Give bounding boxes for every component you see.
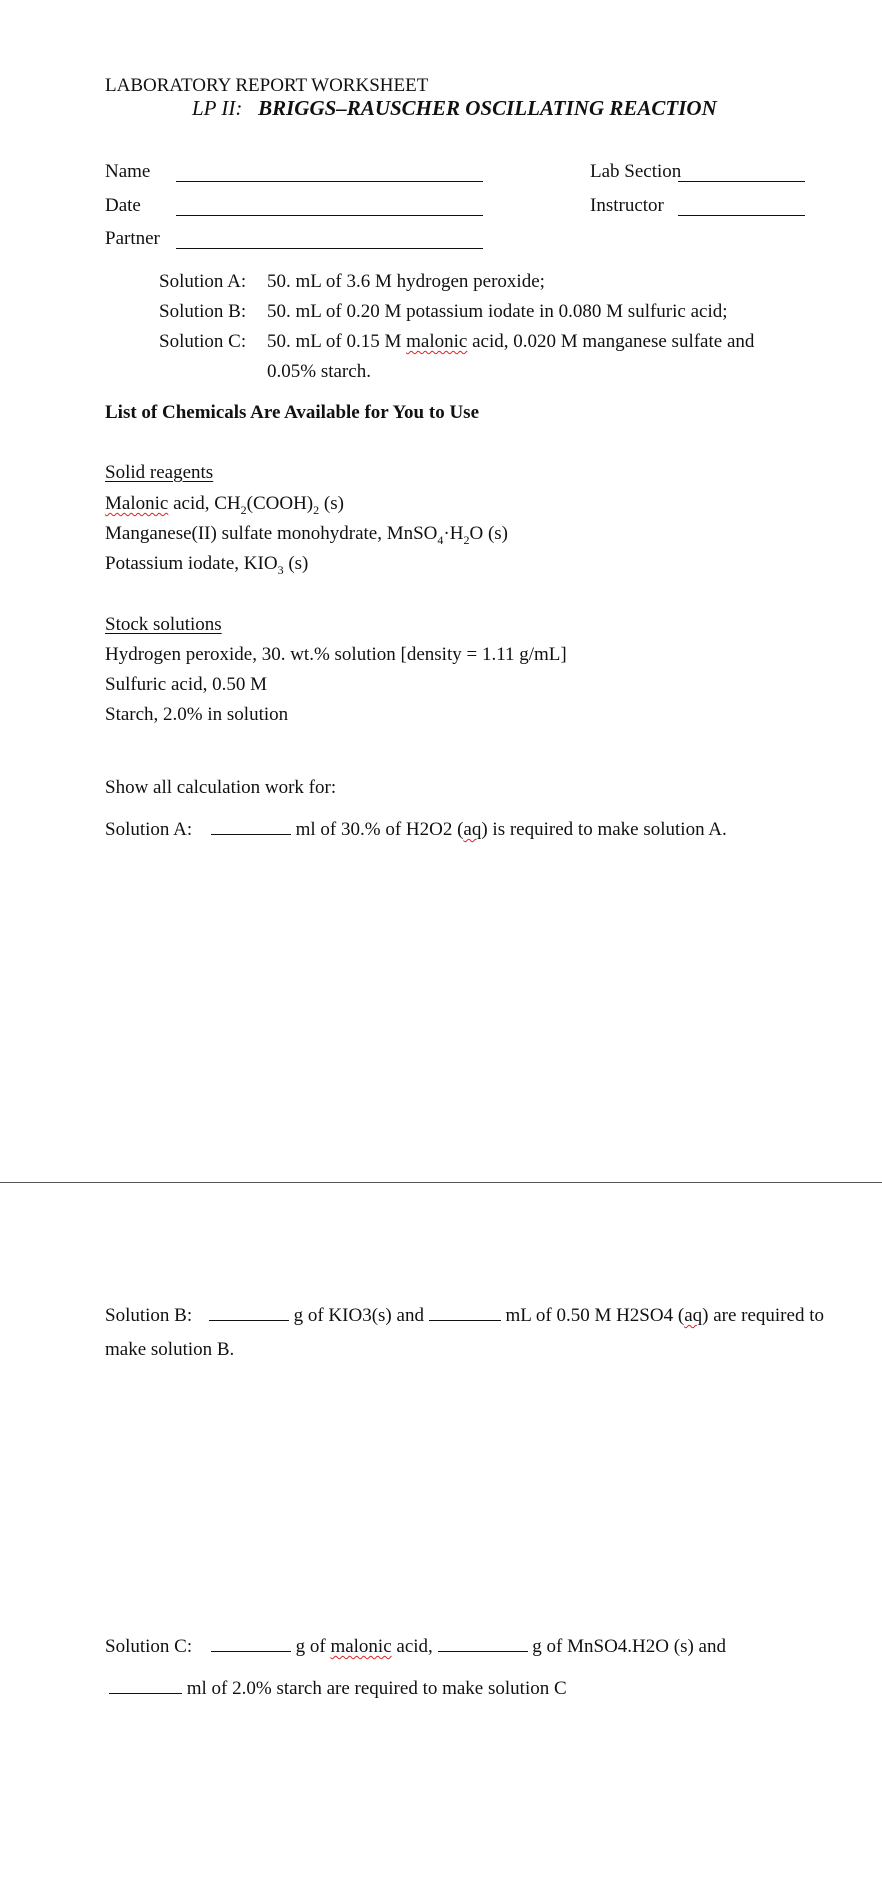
lab-section-label: Lab Section bbox=[590, 161, 682, 182]
solution-c-intro bbox=[159, 331, 754, 353]
calc-c-part2: acid, bbox=[391, 1636, 438, 1657]
calc-a-post: ) is required to make solution A. bbox=[481, 819, 727, 840]
reaction-name: BRIGGS–RAUSCHER OSCILLATING REACTION bbox=[258, 96, 717, 120]
mn-sub1: 4 bbox=[437, 532, 444, 547]
malonic-word: Malonic bbox=[105, 493, 169, 514]
calc-b-part1: g of KIO3(s) and bbox=[288, 1305, 429, 1326]
page-break-divider bbox=[0, 1182, 882, 1183]
malonic-sub1: 2 bbox=[240, 502, 247, 517]
calc-b-aq: aq bbox=[684, 1305, 703, 1326]
solution-a-text: 50. mL of 3.6 M hydrogen peroxide; bbox=[267, 271, 545, 292]
solid-malonic-acid bbox=[105, 493, 344, 518]
stock-hydrogen-peroxide: Hydrogen peroxide, 30. wt.% solution [density = 1.11 g/mL] bbox=[105, 644, 567, 665]
mn-mid: ·H bbox=[443, 523, 464, 544]
stock-sulfuric-acid: Sulfuric acid, 0.50 M bbox=[105, 674, 268, 695]
solution-c-text-line2: 0.05% starch. bbox=[267, 361, 371, 382]
name-label: Name bbox=[105, 161, 151, 182]
calc-c-part3: g of MnSO4.H2O (s) and bbox=[527, 1636, 726, 1657]
calc-b-part2: mL of 0.50 M H2SO4 ( bbox=[500, 1305, 685, 1326]
calc-c-blank-1[interactable] bbox=[211, 1650, 291, 1652]
kio3-end: (s) bbox=[283, 553, 309, 574]
mn-sub2: 2 bbox=[463, 532, 470, 547]
calc-c-blank-2[interactable] bbox=[438, 1650, 528, 1652]
partner-line[interactable] bbox=[176, 248, 483, 249]
malonic-rest: acid, CH bbox=[168, 493, 241, 514]
calc-solution-b bbox=[105, 1305, 824, 1327]
calc-solution-a bbox=[105, 819, 727, 841]
calc-c-line2 bbox=[109, 1678, 567, 1700]
solid-reagents-heading: Solid reagents bbox=[105, 462, 214, 483]
solution-c-text-pre: 50. mL of 0.15 M bbox=[267, 331, 407, 352]
solution-b-intro bbox=[159, 301, 728, 323]
solution-c-text-post: acid, 0.020 M manganese sulfate and bbox=[467, 331, 755, 352]
stock-starch: Starch, 2.0% in solution bbox=[105, 704, 289, 725]
date-label: Date bbox=[105, 195, 141, 216]
solution-c-label: Solution C: bbox=[159, 331, 247, 352]
calc-b-blank-2[interactable] bbox=[429, 1319, 501, 1321]
lab-section-line[interactable] bbox=[678, 181, 805, 182]
solution-b-label: Solution B: bbox=[159, 301, 247, 322]
calc-a-pre: ml of 30.% of H2O2 ( bbox=[290, 819, 464, 840]
calc-b-label: Solution B: bbox=[105, 1305, 193, 1326]
calc-c-line2-text: ml of 2.0% starch are required to make solution C bbox=[182, 1678, 567, 1699]
calc-b-line2: make solution B. bbox=[105, 1339, 235, 1360]
reaction-title bbox=[192, 96, 717, 121]
kio3-text: Potassium iodate, KIO bbox=[105, 553, 278, 574]
calc-intro: Show all calculation work for: bbox=[105, 777, 337, 798]
mn-text: Manganese(II) sulfate monohydrate, MnSO bbox=[105, 523, 438, 544]
chemicals-heading: List of Chemicals Are Available for You to Use bbox=[105, 402, 479, 423]
solution-a-label: Solution A: bbox=[159, 271, 247, 292]
instructor-line[interactable] bbox=[678, 215, 805, 216]
worksheet-title: LABORATORY REPORT WORKSHEET bbox=[105, 75, 429, 96]
calc-c-malonic: malonic bbox=[330, 1636, 392, 1657]
stock-solutions-heading: Stock solutions bbox=[105, 614, 222, 635]
calc-solution-c bbox=[105, 1636, 726, 1658]
solution-b-text: 50. mL of 0.20 M potassium iodate in 0.080 M sulfuric acid; bbox=[267, 301, 728, 322]
kio3-sub1: 3 bbox=[277, 562, 284, 577]
solution-a-intro bbox=[159, 271, 545, 293]
malonic-rest2: (COOH) bbox=[246, 493, 314, 514]
solid-potassium-iodate bbox=[105, 553, 308, 578]
mn-end: O (s) bbox=[469, 523, 509, 544]
lp-label: LP II: bbox=[192, 96, 243, 120]
calc-c-part1: g of bbox=[290, 1636, 331, 1657]
malonic-rest3: (s) bbox=[319, 493, 344, 514]
calc-a-aq: aq bbox=[463, 819, 482, 840]
calc-b-part3: ) are required to bbox=[702, 1305, 824, 1326]
solid-manganese-sulfate bbox=[105, 523, 508, 548]
solution-c-malonic: malonic bbox=[406, 331, 468, 352]
partner-label: Partner bbox=[105, 228, 160, 249]
calc-a-blank[interactable] bbox=[211, 833, 291, 835]
calc-b-blank-1[interactable] bbox=[209, 1319, 289, 1321]
calc-a-label: Solution A: bbox=[105, 819, 193, 840]
date-line[interactable] bbox=[176, 215, 483, 216]
calc-c-blank-3[interactable] bbox=[109, 1692, 182, 1694]
calc-c-label: Solution C: bbox=[105, 1636, 193, 1657]
instructor-label: Instructor bbox=[590, 195, 664, 216]
malonic-sub2: 2 bbox=[313, 502, 320, 517]
name-line[interactable] bbox=[176, 181, 483, 182]
